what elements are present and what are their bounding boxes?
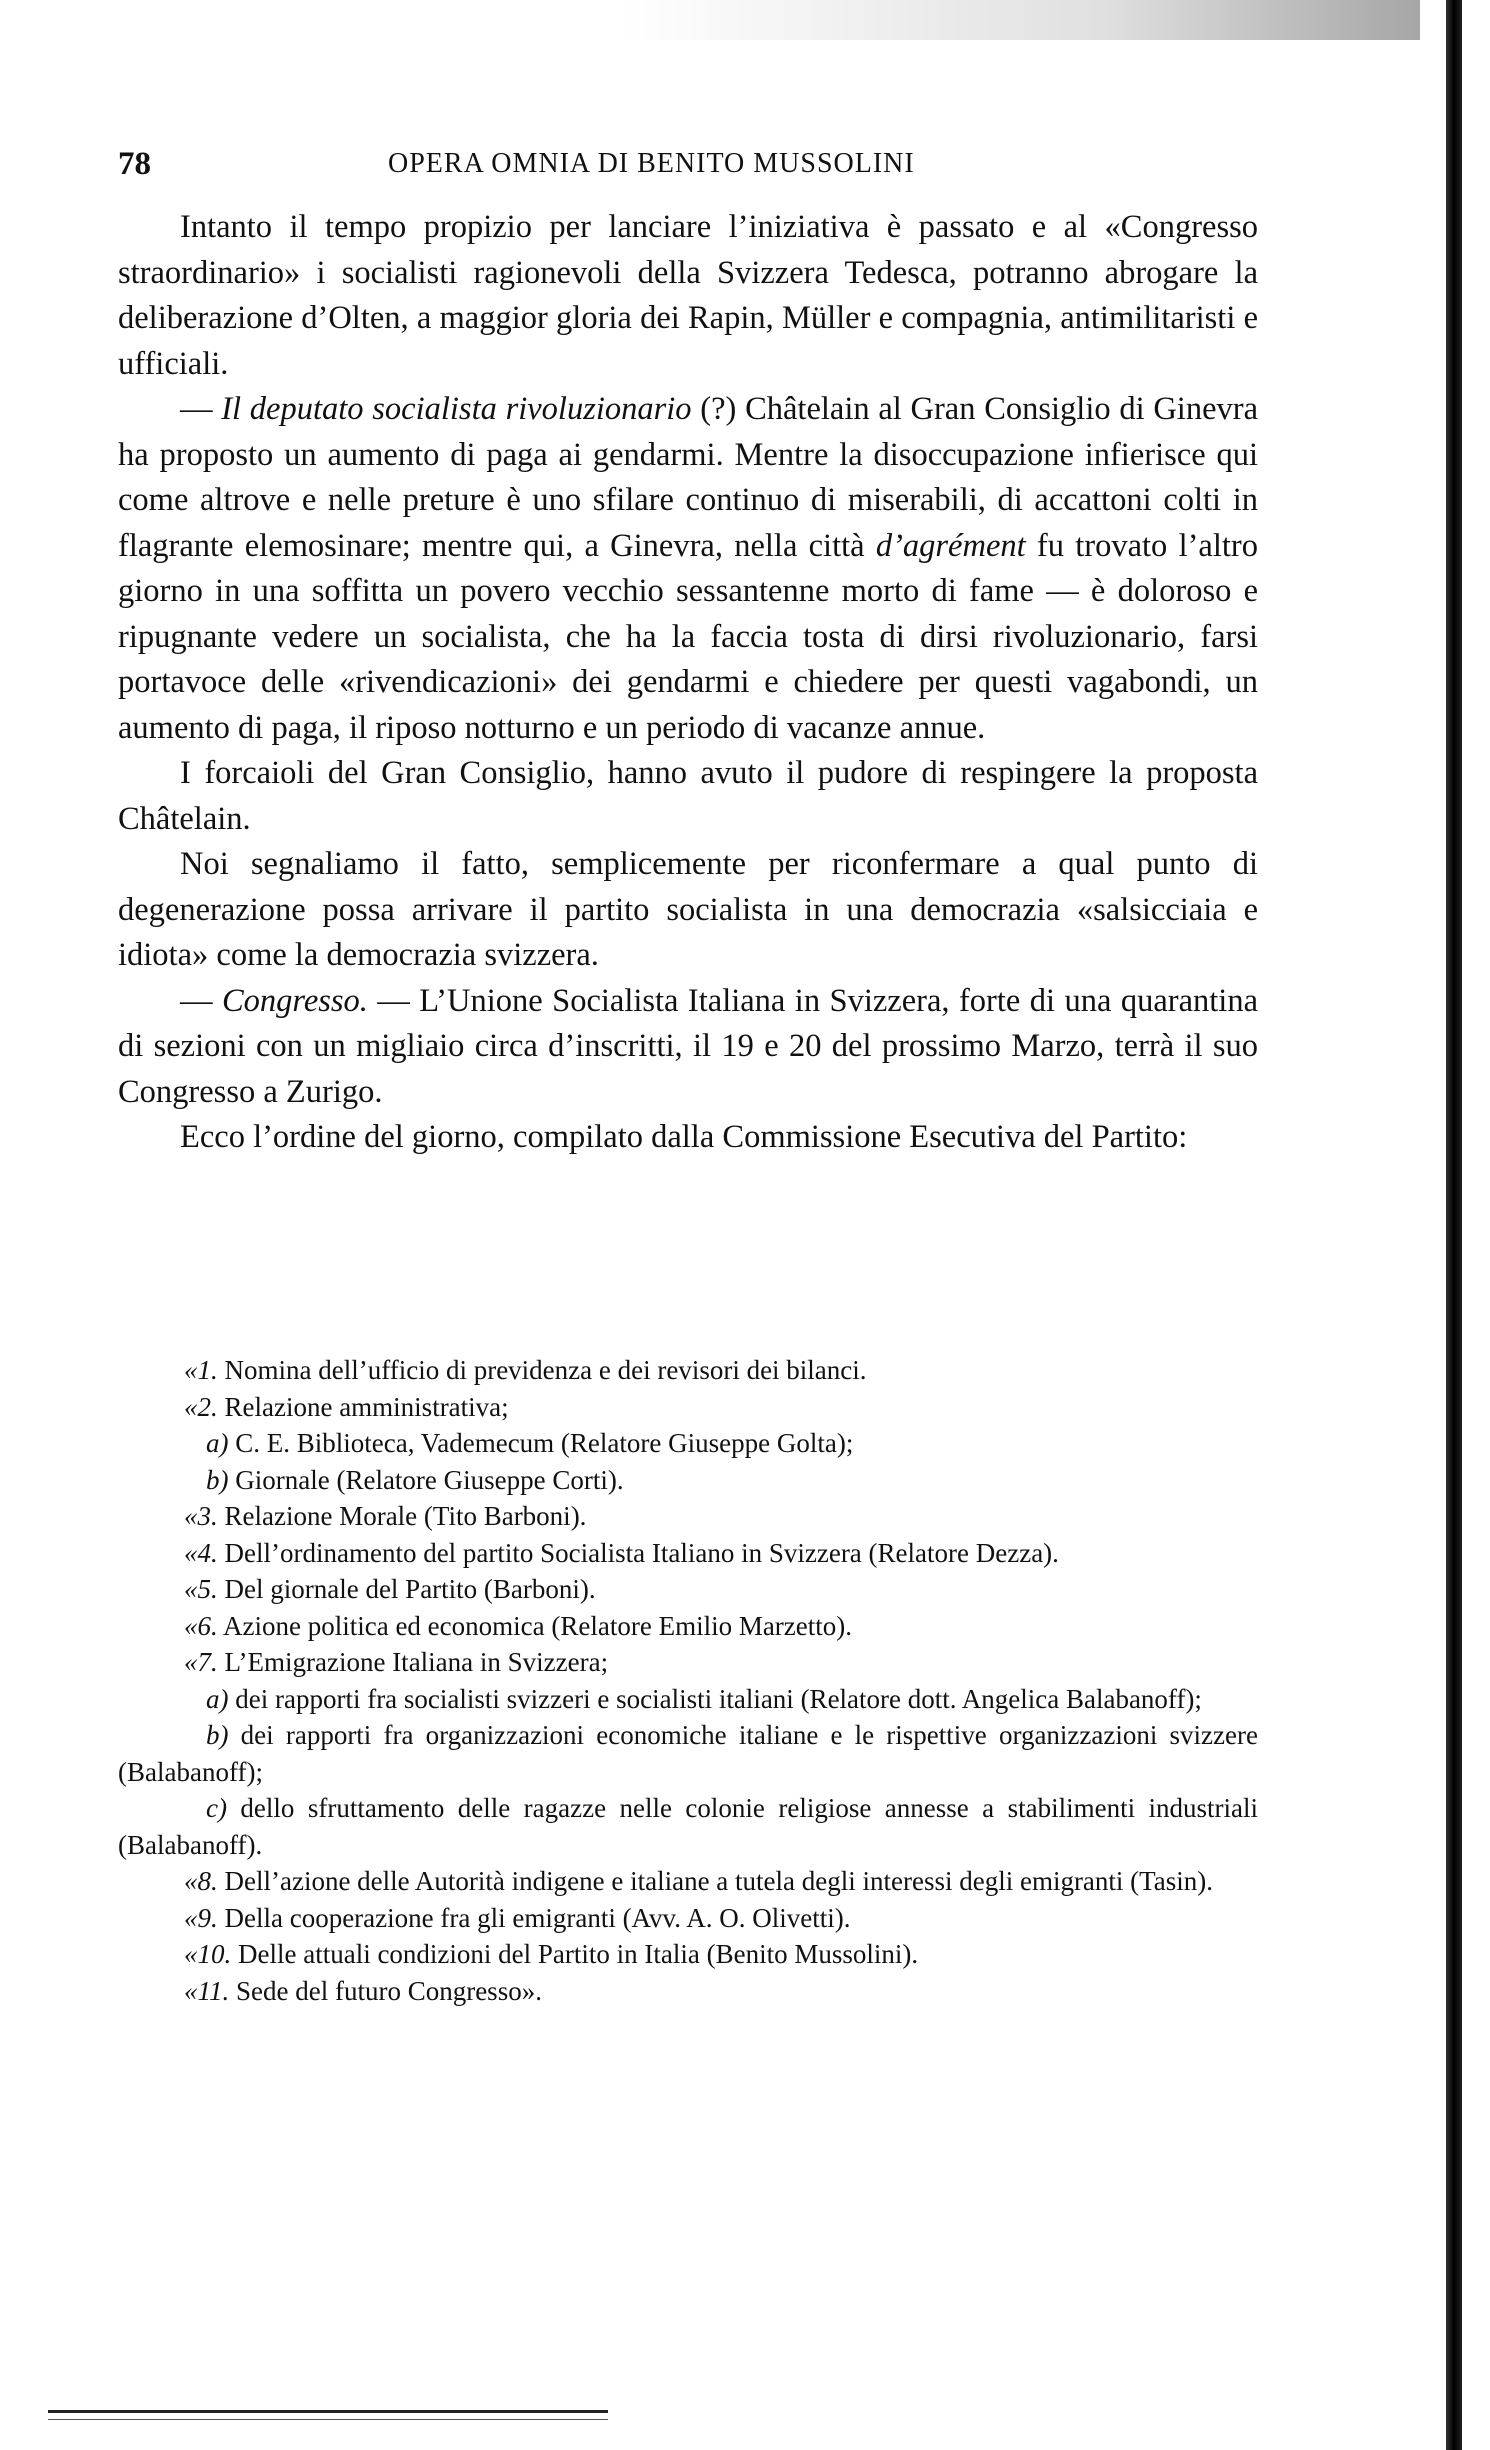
item-text: Delle attuali condizioni del Partito in Italia (Benito Mussolini).: [231, 1939, 919, 1969]
list-subitem: [118, 1790, 1258, 1863]
item-text: Relazione amministrativa;: [217, 1391, 509, 1422]
item-number: «6.: [184, 1610, 218, 1641]
item-text: Relazione Morale (Tito Barboni).: [217, 1501, 587, 1531]
item-number: «5.: [184, 1574, 218, 1604]
list-item: [118, 1608, 1258, 1645]
item-number: «4.: [184, 1537, 218, 1568]
italic-agrement: d’agrément: [875, 527, 1026, 564]
list-item: [118, 1936, 1258, 1973]
section-title-congresso: Congresso.: [221, 982, 368, 1019]
paragraph-6: Ecco l’ordine del giorno, compilato dalla Commissione Esecutiva del Partito:: [180, 1119, 1188, 1155]
section-title-deputato: Il deputato socialista rivoluzionario: [221, 391, 692, 427]
body-text: [118, 205, 1258, 1161]
item-number: «7.: [184, 1647, 218, 1677]
list-item: [118, 1571, 1258, 1608]
item-number: «10.: [184, 1939, 232, 1969]
item-letter: b): [206, 1464, 229, 1495]
item-text: Del giornale del Partito (Barboni).: [217, 1574, 596, 1604]
page-number: 78: [118, 146, 151, 182]
paragraph-2-text-b: fu trovato l’altro giorno in una soffitta un povero vecchio sessantenne morto di fame — è doloroso e ripugnante vedere un socialista, che ha la faccia tosta di dirsi rivoluzionario, farsi portavoce delle «rivendicazioni» dei gendarmi e chiedere per questi vagabondi, un aumento di paga, il riposo notturno e un periodo di vacanze annue.: [118, 527, 1258, 746]
paragraph-3: I forcaioli del Gran Consiglio, hanno avuto il pudore di respingere la proposta Châtelain.: [118, 755, 1258, 837]
list-item: [118, 1973, 1258, 2010]
list-subitem: [118, 1462, 1258, 1499]
footer-rule: [48, 2410, 608, 2420]
item-text: Dell’ordinamento del partito Socialista Italiano in Svizzera (Relatore Dezza).: [217, 1537, 1059, 1568]
item-text: Giornale (Relatore Giuseppe Corti).: [228, 1464, 624, 1495]
list-subitem: [118, 1425, 1258, 1462]
item-number: «3.: [184, 1501, 218, 1531]
item-text: dei rapporti fra socialisti svizzeri e socialisti italiani (Relatore dott. Angelica Balabanoff);: [228, 1683, 1202, 1714]
item-text: dello sfruttamento delle ragazze nelle colonie religiose annesse a stabilimenti industriali (Balabanoff).: [118, 1793, 1258, 1860]
list-item: [118, 1498, 1258, 1535]
item-letter: a): [206, 1683, 229, 1714]
item-text: dei rapporti fra organizzazioni economiche italiane e le rispettive organizzazioni svizzere (Balabanoff);: [118, 1720, 1258, 1787]
item-number: «1.: [184, 1355, 218, 1385]
dash: —: [180, 982, 222, 1019]
item-number: «8.: [184, 1866, 218, 1896]
item-text: Azione politica ed economica (Relatore Emilio Marzetto).: [217, 1610, 853, 1641]
scan-top-shadow: [620, 0, 1420, 40]
paragraph-5: [118, 979, 1258, 1116]
dash: —: [180, 391, 222, 427]
item-number: «9.: [184, 1902, 218, 1933]
paragraph-1: Intanto il tempo propizio per lanciare l’iniziativa è passato e al «Congresso straordinario» i socialisti ragionevoli della Svizzera Tedesca, potranno abrogare la deliberazione d’Olten, a maggior gloria dei Rapin, Müller e compagnia, antimilitaristi e ufficiali.: [118, 209, 1258, 382]
running-title: OPERA OMNIA DI BENITO MUSSOLINI: [388, 148, 915, 179]
paragraph-2-text-a: (?) Châtelain al Gran Consiglio di Ginevra ha proposto un aumento di paga ai gendarmi. Mentre la disoccupazione infierisce qui come altrove e nelle preture è uno sfilare continuo di miserabili, di accattoni colti in flagrante elemosinare; mentre qui, a Ginevra, nella città: [118, 391, 1259, 564]
agenda-list: [118, 1352, 1258, 2009]
item-number: «11.: [184, 1975, 230, 2006]
item-text: Sede del futuro Congresso».: [229, 1975, 542, 2006]
list-item: [118, 1863, 1258, 1900]
item-text: Dell’azione delle Autorità indigene e italiane a tutela degli interessi degli emigranti (Tasin).: [217, 1866, 1214, 1896]
paragraph-4: Noi segnaliamo il fatto, semplicemente per riconfermare a qual punto di degenerazione possa arrivare il partito socialista in una democrazia «salsicciaia e idiota» come la democrazia svizzera.: [118, 846, 1258, 973]
page-header: [118, 146, 1268, 186]
item-letter: b): [206, 1720, 229, 1750]
item-letter: a): [206, 1428, 229, 1458]
list-item: [118, 1389, 1258, 1426]
item-text: C. E. Biblioteca, Vademecum (Relatore Giuseppe Golta);: [228, 1428, 854, 1458]
item-number: «2.: [184, 1391, 218, 1422]
list-item: [118, 1535, 1258, 1572]
item-text: Della cooperazione fra gli emigranti (Avv. A. O. Olivetti).: [217, 1902, 851, 1933]
list-item: [118, 1644, 1258, 1681]
list-subitem: [118, 1717, 1258, 1790]
item-letter: c): [206, 1793, 227, 1823]
paragraph-2: [118, 387, 1258, 751]
scan-page-edge: [1446, 0, 1462, 2450]
item-text: Nomina dell’ufficio di previdenza e dei revisori dei bilanci.: [217, 1355, 867, 1385]
list-item: [118, 1900, 1258, 1937]
item-text: L’Emigrazione Italiana in Svizzera;: [217, 1647, 609, 1677]
paragraph-5-text: — L’Unione Socialista Italiana in Svizzera, forte di una quarantina di sezioni con un migliaio circa d’inscritti, il 19 e 20 del prossimo Marzo, terrà il suo Congresso a Zurigo.: [118, 982, 1259, 1110]
list-item: [118, 1352, 1258, 1389]
list-subitem: [118, 1681, 1258, 1718]
